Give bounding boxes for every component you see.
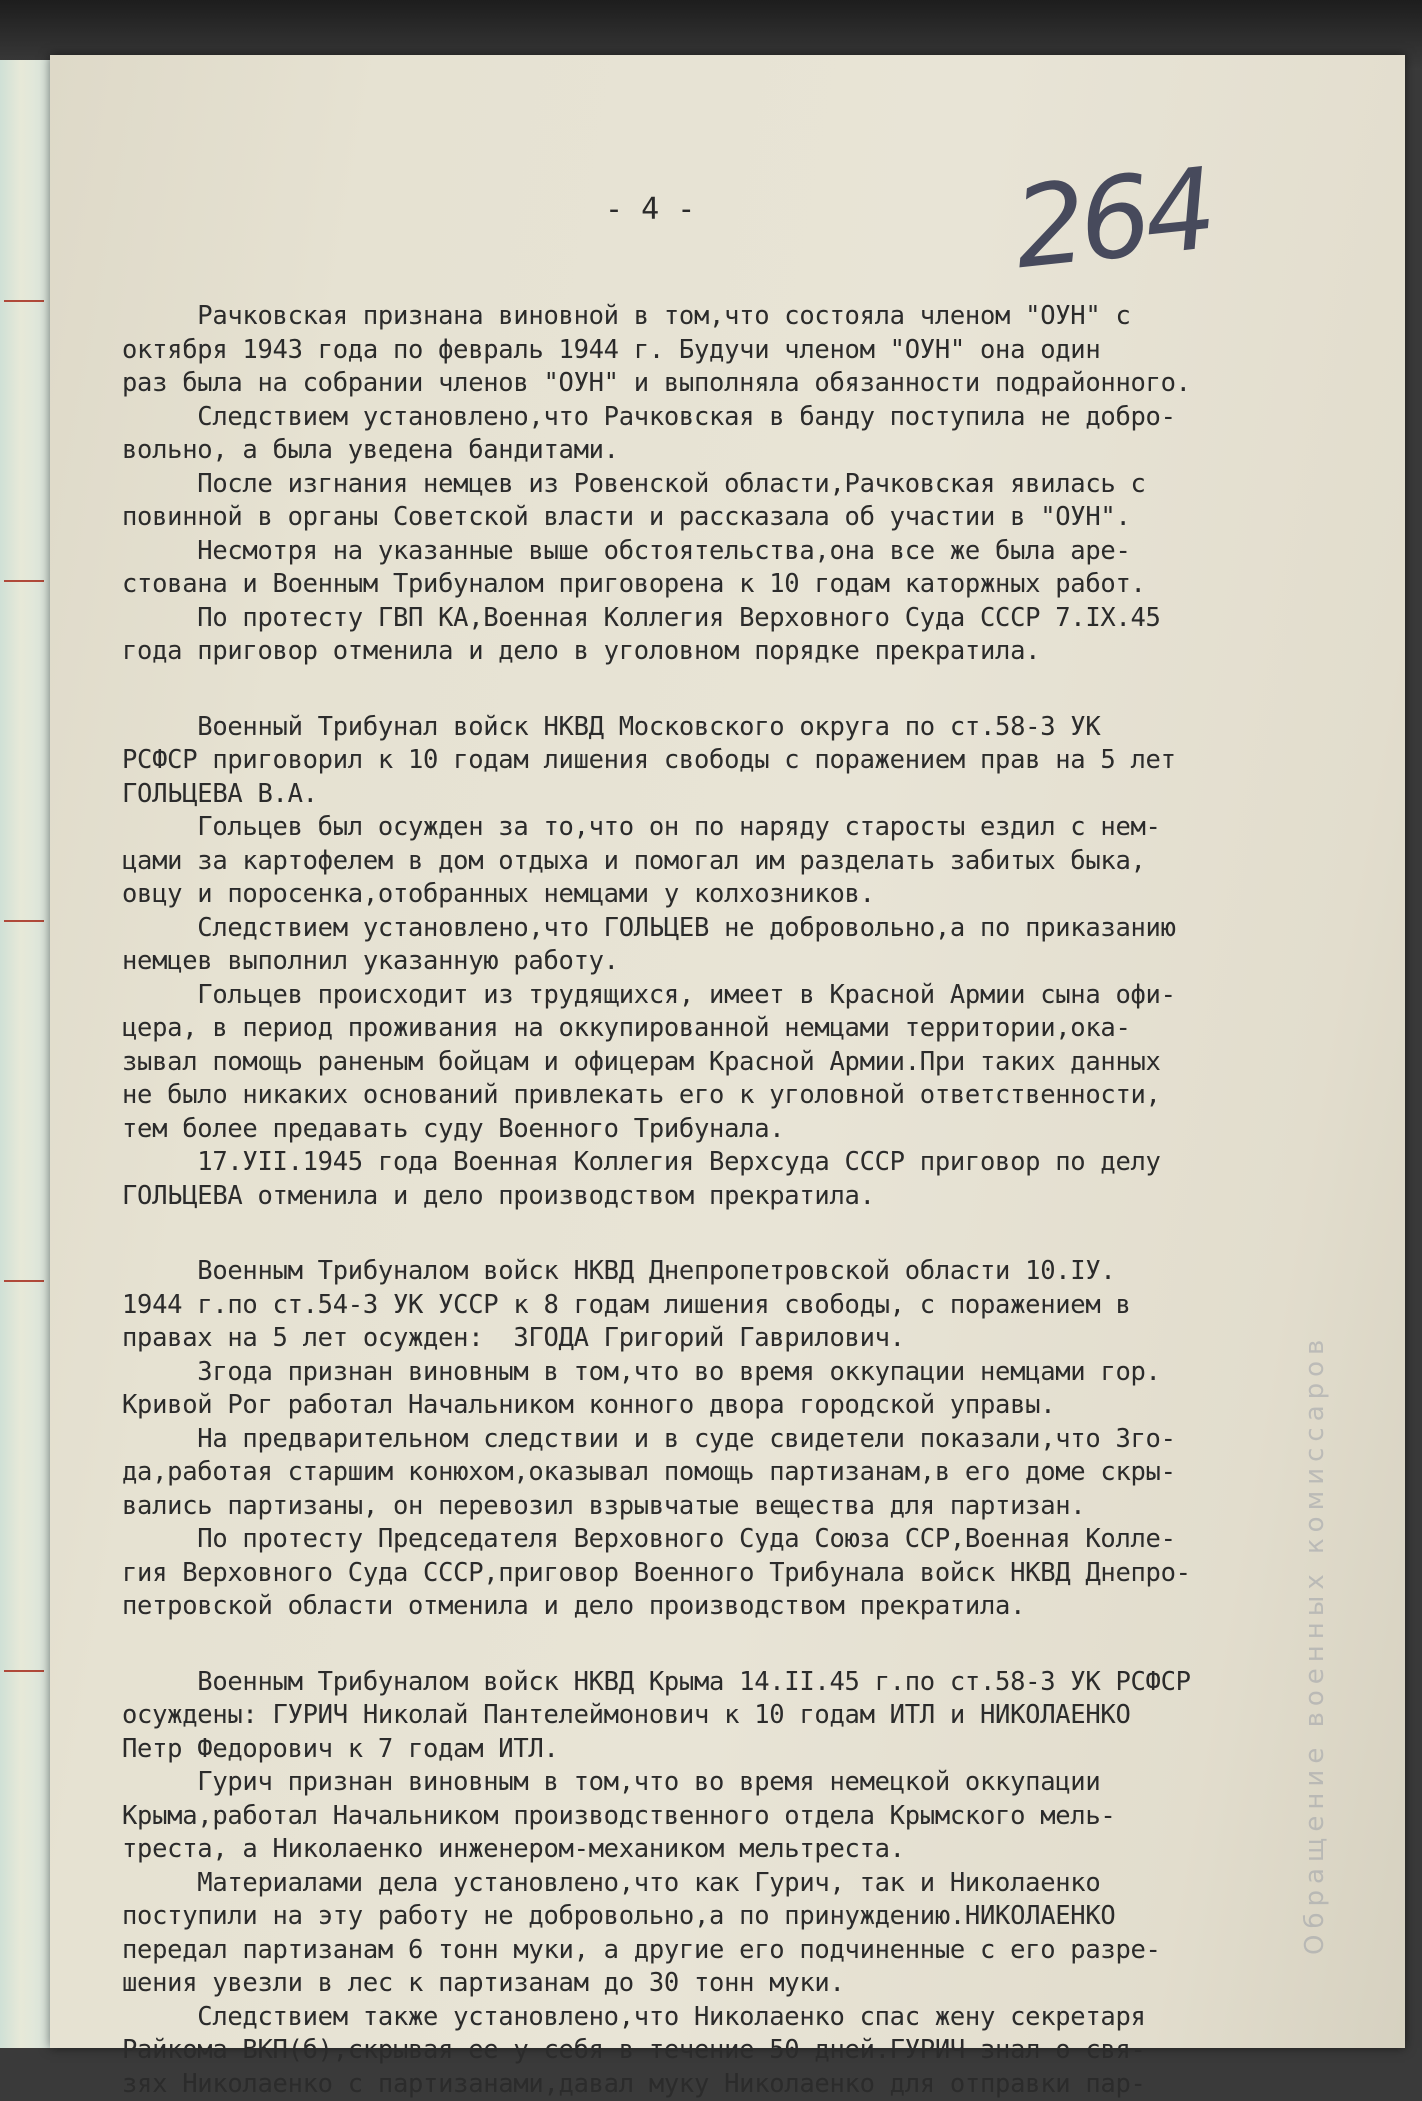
text-line: шения увезли в лес к партизанам до 30 тонн муки. [122,1967,1312,2001]
text-line: Гольцев происходит из трудящихся, имеет в Красной Армии сына офи- [122,979,1312,1013]
map-line [4,1280,44,1282]
page-number: - 4 - [605,192,695,227]
text-line: Следствием установлено,что ГОЛЬЦЕВ не добровольно,а по приказанию [122,912,1312,946]
text-line: тем более предавать суду Военного Трибунала. [122,1113,1312,1147]
text-line: повинной в органы Советской власти и рассказала об участии в "ОУН". [122,501,1312,535]
paragraph-section [122,1666,1312,2101]
text-line: гия Верховного Суда СССР,приговор Военного Трибунала войск НКВД Днепро- [122,1557,1312,1591]
text-line: Следствием также установлено,что Николаенко спас жену секретаря [122,2001,1312,2035]
text-line: немцев выполнил указанную работу. [122,945,1312,979]
text-line: треста, а Николаенко инженером-механиком мельтреста. [122,1833,1312,1867]
text-line: 1944 г.по ст.54-3 УК УССР к 8 годам лишения свободы, с поражением в [122,1289,1312,1323]
text-line: не было никаких оснований привлекать его к уголовной ответственности, [122,1079,1312,1113]
map-line [4,920,44,922]
text-line: Райкома ВКП(б),скрывая ее у себя в течение 50 дней.ГУРИЧ знал о свя- [122,2034,1312,2068]
text-line: стована и Военным Трибуналом приговорена к 10 годам каторжных работ. [122,568,1312,602]
section-gap [122,1213,1312,1255]
text-line: Военным Трибуналом войск НКВД Крыма 14.II.45 г.по ст.58-3 УК РСФСР [122,1666,1312,1700]
text-line: После изгнания немцев из Ровенской области,Рачковская явилась с [122,468,1312,502]
map-line [4,1670,44,1672]
text-line: передал партизанам 6 тонн муки, а другие его подчиненные с его разре- [122,1934,1312,1968]
text-line: вольно, а была уведена бандитами. [122,434,1312,468]
archive-number-stamp: 264 [1009,157,1186,294]
text-line: петровской области отменила и дело производством прекратила. [122,1590,1312,1624]
text-line: Несмотря на указанные выше обстоятельства,она все же была аре- [122,535,1312,569]
paragraph-section [122,711,1312,1214]
paragraph-section [122,1255,1312,1624]
text-line: На предварительном следствии и в суде свидетели показали,что Зго- [122,1423,1312,1457]
text-line: Военный Трибунал войск НКВД Московского округа по ст.58-3 УК [122,711,1312,745]
text-line: овцу и поросенка,отобранных немцами у колхозников. [122,878,1312,912]
text-line: зях Николаенко с партизанами,давал муку Николаенко для отправки пар- [122,2068,1312,2101]
text-line: По протесту ГВП КА,Военная Коллегия Верховного Суда СССР 7.IX.45 [122,602,1312,636]
text-line: раз была на собрании членов "ОУН" и выполняла обязанности подрайонного. [122,367,1312,401]
text-line: цами за картофелем в дом отдыха и помогал им разделать забитых быка, [122,845,1312,879]
text-line: года приговор отменила и дело в уголовном порядке прекратила. [122,635,1312,669]
document-body [122,300,1312,2101]
section-gap [122,669,1312,711]
text-line: ГОЛЬЦЕВА отменила и дело производством прекратила. [122,1180,1312,1214]
text-line: Рачковская признана виновной в том,что состояла членом "ОУН" с [122,300,1312,334]
text-line: По протесту Председателя Верховного Суда Союза ССР,Военная Колле- [122,1523,1312,1557]
text-line: РСФСР приговорил к 10 годам лишения свободы с поражением прав на 5 лет [122,744,1312,778]
text-line: Материалами дела установлено,что как Гурич, так и Николаенко [122,1867,1312,1901]
paragraph-section [122,300,1312,669]
map-line [4,580,44,582]
text-line: цера, в период проживания на оккупированной немцами территории,ока- [122,1012,1312,1046]
text-line: вались партизаны, он перевозил взрывчатые вещества для партизан. [122,1490,1312,1524]
text-line: Крыма,работал Начальником производственного отдела Крымского мель- [122,1800,1312,1834]
text-line: правах на 5 лет осужден: ЗГОДА Григорий Гаврилович. [122,1322,1312,1356]
text-line: октября 1943 года по февраль 1944 г. Будучи членом "ОУН" она один [122,334,1312,368]
text-line: Згода признан виновным в том,что во время оккупации немцами гор. [122,1356,1312,1390]
text-line: Кривой Рог работал Начальником конного двора городской управы. [122,1389,1312,1423]
text-line: ГОЛЬЦЕВА В.А. [122,778,1312,812]
map-line [4,300,44,302]
text-line: зывал помощь раненым бойцам и офицерам Красной Армии.При таких данных [122,1046,1312,1080]
bleed-through-text: Обращение военных комиссаров [1300,315,1410,1955]
text-line: Гольцев был осужден за то,что он по наряду старосты ездил с нем- [122,811,1312,845]
section-gap [122,1624,1312,1666]
text-line: поступили на эту работу не добровольно,а по принуждению.НИКОЛАЕНКО [122,1900,1312,1934]
text-line: Петр Федорович к 7 годам ИТЛ. [122,1733,1312,1767]
text-line: Гурич признан виновным в том,что во время немецкой оккупации [122,1766,1312,1800]
text-line: 17.УII.1945 года Военная Коллегия Верхсуда СССР приговор по делу [122,1146,1312,1180]
map-strip [0,60,55,2048]
text-line: Военным Трибуналом войск НКВД Днепропетровской области 10.IУ. [122,1255,1312,1289]
text-line: Следствием установлено,что Рачковская в банду поступила не добро- [122,401,1312,435]
text-line: осуждены: ГУРИЧ Николай Пантелеймонович к 10 годам ИТЛ и НИКОЛАЕНКО [122,1699,1312,1733]
text-line: да,работая старшим конюхом,оказывал помощь партизанам,в его доме скры- [122,1456,1312,1490]
